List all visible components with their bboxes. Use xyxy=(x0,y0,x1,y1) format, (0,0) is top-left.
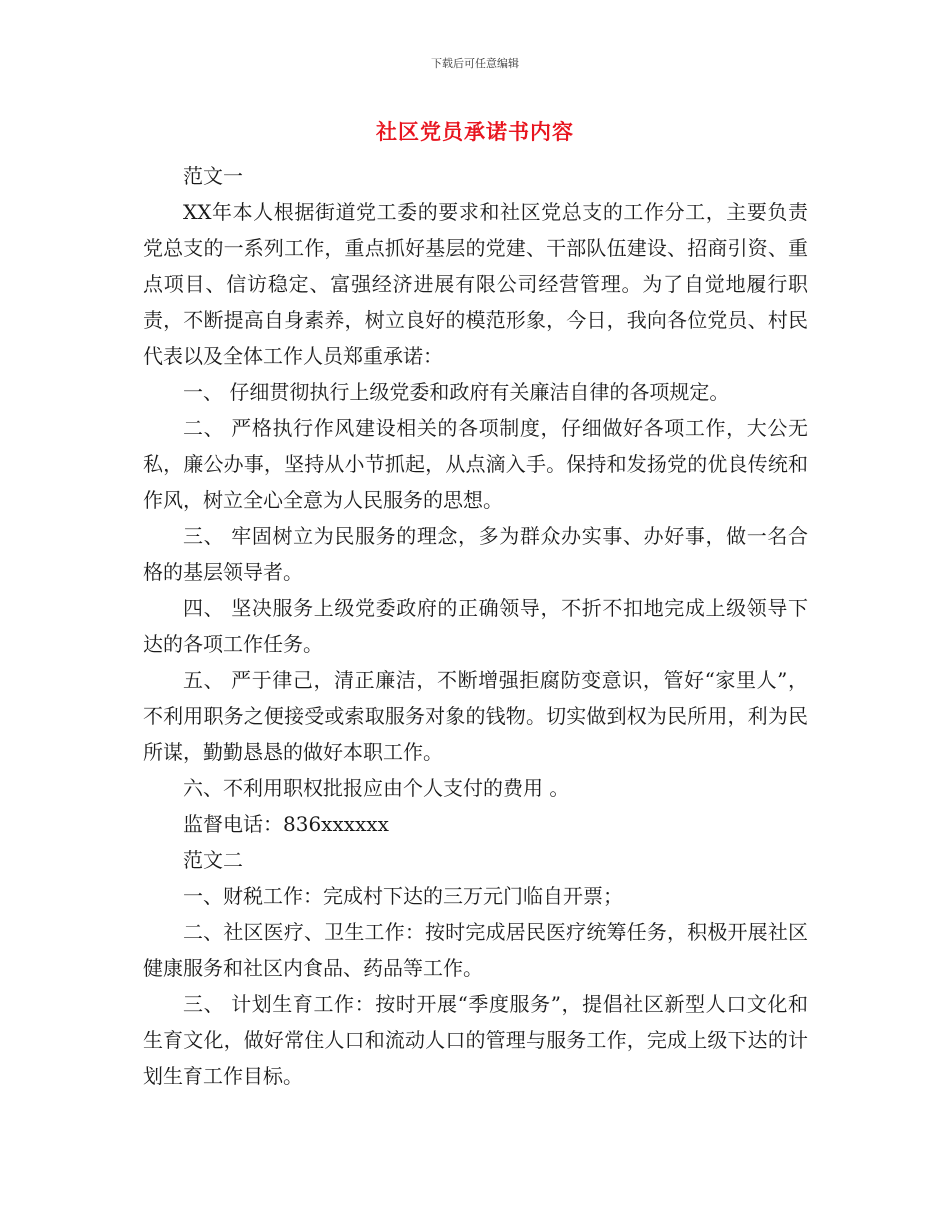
pledge-item-6: 六、不利用职权批报应由个人支付的费用 。 xyxy=(183,776,570,800)
pledge-item-1: 一、 仔细贯彻执行上级党委和政府有关廉洁自律的各项规定。 xyxy=(183,380,730,404)
work-item-3: 三、 计划生育工作：按时开展“季度服务”，提倡社区新型人口文化和生育文化，做好常住人口和流动人口的管理与服务工作，完成上级下达的计划生育工作目标。 xyxy=(143,992,808,1088)
work-item-2: 二、社区医疗、卫生工作：按时完成居民医疗统筹任务，积极开展社区健康服务和社区内食品、药品等工作。 xyxy=(143,920,808,980)
section-label-sample-two: 范文二 xyxy=(183,848,243,872)
work-item-1: 一、财税工作：完成村下达的三万元门临自开票； xyxy=(183,884,623,908)
pledge-item-2: 二、 严格执行作风建设相关的各项制度，仔细做好各项工作，大公无私，廉公办事，坚持从小节抓起，从点滴入手。保持和发扬党的优良传统和作风，树立全心全意为人民服务的思想。 xyxy=(143,416,808,512)
pledge-item-5: 五、 严于律己，清正廉洁，不断增强拒腐防变意识，管好“家里人”，不利用职务之便接受或索取服务对象的钱物。切实做到权为民所用，利为民所谋，勤勤恳恳的做好本职工作。 xyxy=(143,668,808,764)
document-title: 社区党员承诺书内容 xyxy=(376,119,574,144)
section-label-sample-one: 范文一 xyxy=(183,164,243,188)
header-note: 下载后可任意编辑 xyxy=(431,57,519,70)
pledge-item-3: 三、 牢固树立为民服务的理念，多为群众办实事、办好事，做一名合格的基层领导者。 xyxy=(143,524,808,584)
document-body xyxy=(143,158,808,1094)
pledge-item-4: 四、 坚决服务上级党委政府的正确领导，不折不扣地完成上级领导下达的各项工作任务。 xyxy=(143,596,808,656)
intro-paragraph: XX年本人根据街道党工委的要求和社区党总支的工作分工，主要负责党总支的一系列工作，重点抓好基层的党建、干部队伍建设、招商引资、重点项目、信访稳定、富强经济进展有限公司经营管理。为了自觉地履行职责，不断提高自身素养，树立良好的模范形象，今日，我向各位党员、村民代表以及全体工作人员郑重承诺： xyxy=(143,200,808,368)
supervision-phone: 监督电话：836xxxxxx xyxy=(183,812,389,836)
